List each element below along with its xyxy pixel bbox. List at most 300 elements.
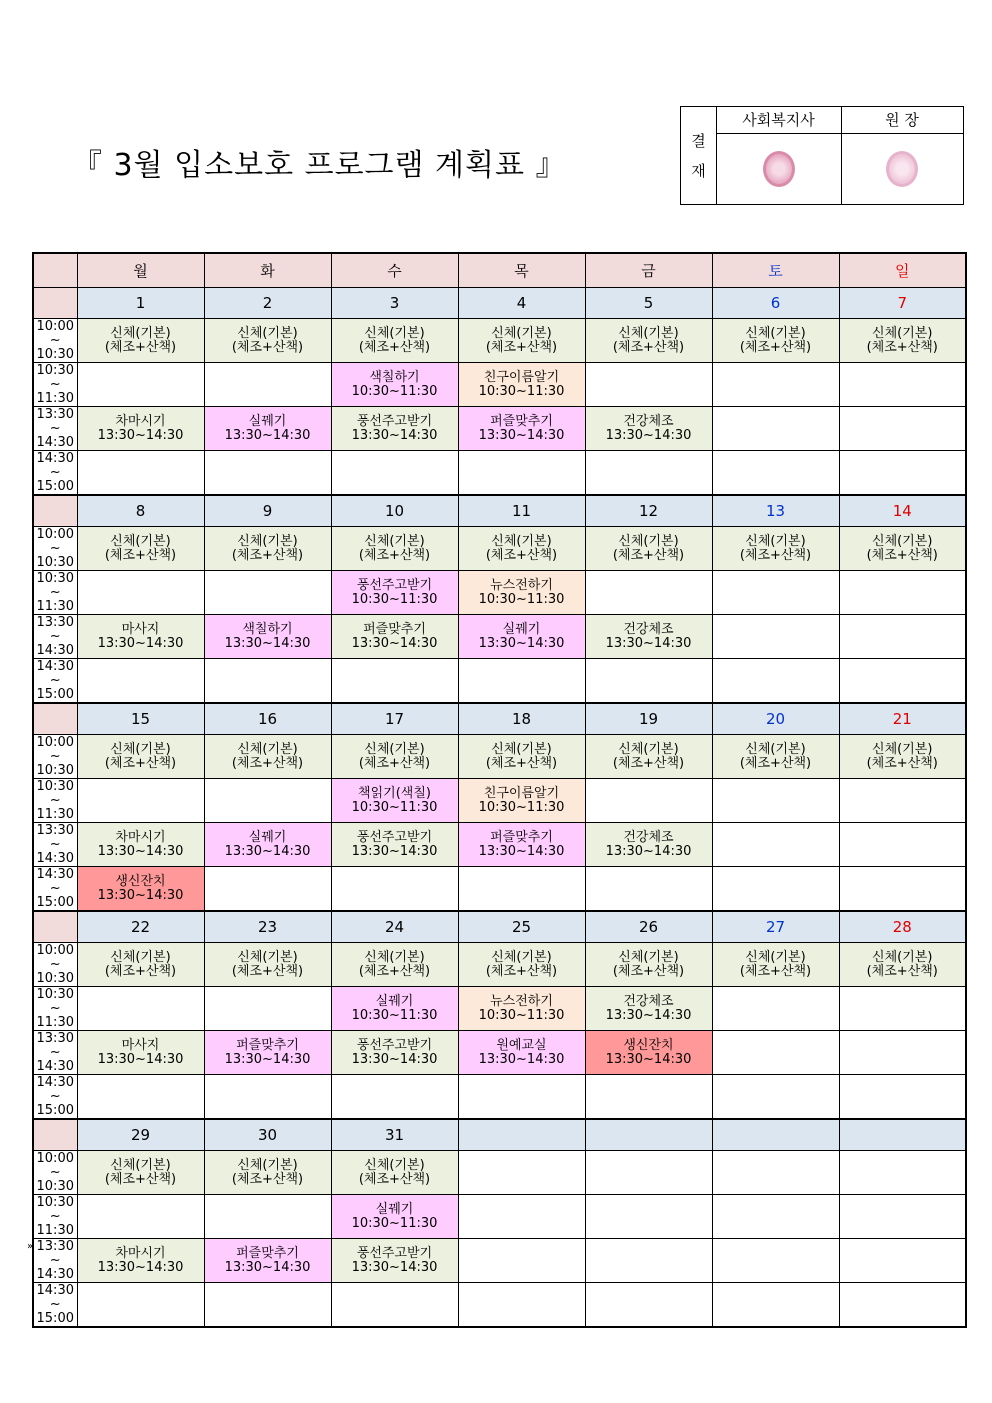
program-cell bbox=[839, 1239, 966, 1283]
time-end: 11:30 bbox=[36, 598, 74, 614]
time-slot-label bbox=[33, 407, 77, 451]
program-detail: 10:30~11:30 bbox=[478, 383, 565, 399]
time-start: 14:30 bbox=[36, 1074, 74, 1090]
time-sep: ~ bbox=[49, 1208, 61, 1224]
program-name: 신체(기본) bbox=[618, 741, 679, 757]
program-cell bbox=[331, 319, 458, 363]
program-detail: (체조+산책) bbox=[739, 339, 812, 355]
time-start: 10:30 bbox=[36, 1194, 74, 1210]
time-end: 15:00 bbox=[36, 894, 74, 910]
time-slot-row bbox=[33, 1151, 966, 1195]
program-cell bbox=[585, 1075, 712, 1120]
time-slot-label bbox=[33, 527, 77, 571]
program-name: 신체(기본) bbox=[491, 325, 552, 341]
weekday-header: 일 bbox=[839, 253, 966, 288]
time-start: 10:30 bbox=[36, 362, 74, 378]
program-cell bbox=[331, 1239, 458, 1283]
program-cell bbox=[712, 451, 839, 496]
program-cell bbox=[839, 1151, 966, 1195]
program-detail: 10:30~11:30 bbox=[351, 799, 438, 815]
program-name: 신체(기본) bbox=[237, 533, 298, 549]
time-slot-row bbox=[33, 571, 966, 615]
program-name: 실꿰기 bbox=[248, 829, 287, 845]
program-detail: (체조+산책) bbox=[485, 339, 558, 355]
program-cell bbox=[204, 1195, 331, 1239]
date-cell bbox=[712, 1119, 839, 1151]
program-detail: 13:30~14:30 bbox=[97, 887, 184, 903]
program-detail: 13:30~14:30 bbox=[224, 1051, 311, 1067]
approval-col2-signature bbox=[841, 134, 963, 204]
date-cell bbox=[839, 1119, 966, 1151]
time-start: 13:30 bbox=[36, 1238, 74, 1254]
program-cell bbox=[331, 615, 458, 659]
program-detail: 13:30~14:30 bbox=[478, 843, 565, 859]
program-detail: 10:30~11:30 bbox=[351, 591, 438, 607]
program-cell bbox=[839, 779, 966, 823]
time-slot-row bbox=[33, 1195, 966, 1239]
seal-stamp-icon bbox=[886, 151, 918, 187]
program-cell bbox=[458, 1075, 585, 1120]
program-name: 실꿰기 bbox=[502, 621, 541, 637]
program-name: 신체(기본) bbox=[364, 325, 425, 341]
date-cell: 1 bbox=[77, 288, 204, 319]
program-cell bbox=[585, 659, 712, 704]
program-cell bbox=[204, 615, 331, 659]
program-detail: (체조+산책) bbox=[358, 755, 431, 771]
time-slot-label bbox=[33, 615, 77, 659]
program-cell bbox=[204, 1239, 331, 1283]
time-slot-row bbox=[33, 319, 966, 363]
program-name: 풍선주고받기 bbox=[356, 577, 433, 593]
time-end: 14:30 bbox=[36, 850, 74, 866]
program-name: 신체(기본) bbox=[491, 533, 552, 549]
program-name: 신체(기본) bbox=[364, 741, 425, 757]
time-end: 15:00 bbox=[36, 1102, 74, 1118]
program-cell bbox=[585, 867, 712, 912]
program-cell bbox=[839, 571, 966, 615]
program-name: 신체(기본) bbox=[237, 949, 298, 965]
approval-col1-signature bbox=[716, 134, 841, 204]
program-detail: 13:30~14:30 bbox=[224, 1259, 311, 1275]
program-detail: 13:30~14:30 bbox=[605, 1007, 692, 1023]
time-end: 10:30 bbox=[36, 970, 74, 986]
time-slot-row bbox=[33, 735, 966, 779]
time-start: 13:30 bbox=[36, 406, 74, 422]
time-slot-label bbox=[33, 867, 77, 912]
program-cell bbox=[331, 943, 458, 987]
program-cell bbox=[839, 867, 966, 912]
date-cell: 20 bbox=[712, 703, 839, 735]
program-detail: 13:30~14:30 bbox=[351, 1259, 438, 1275]
date-cell: 4 bbox=[458, 288, 585, 319]
program-cell bbox=[458, 319, 585, 363]
time-sep: ~ bbox=[49, 672, 61, 688]
program-name: 풍선주고받기 bbox=[356, 1037, 433, 1053]
program-cell bbox=[585, 451, 712, 496]
header-corner bbox=[33, 253, 77, 288]
time-slot-row bbox=[33, 659, 966, 704]
time-sep: ~ bbox=[49, 836, 61, 852]
date-cell: 7 bbox=[839, 288, 966, 319]
program-detail: (체조+산책) bbox=[231, 1171, 304, 1187]
program-detail: (체조+산책) bbox=[866, 963, 938, 979]
date-cell: 13 bbox=[712, 495, 839, 527]
program-cell bbox=[331, 823, 458, 867]
program-name: 친구이름알기 bbox=[483, 785, 560, 801]
date-row-corner bbox=[33, 911, 77, 943]
program-cell bbox=[839, 407, 966, 451]
date-cell: 2 bbox=[204, 288, 331, 319]
time-start: 14:30 bbox=[36, 658, 74, 674]
time-start: 14:30 bbox=[36, 866, 74, 882]
time-end: 14:30 bbox=[36, 1266, 74, 1282]
time-sep: ~ bbox=[49, 880, 61, 896]
program-cell bbox=[77, 1195, 204, 1239]
date-cell: 27 bbox=[712, 911, 839, 943]
time-end: 11:30 bbox=[36, 1222, 74, 1238]
date-row bbox=[33, 911, 966, 943]
schedule-table bbox=[32, 252, 967, 1328]
time-start: 14:30 bbox=[36, 1282, 74, 1298]
program-cell bbox=[458, 779, 585, 823]
program-cell bbox=[839, 451, 966, 496]
program-cell bbox=[77, 659, 204, 704]
program-detail: 13:30~14:30 bbox=[351, 427, 438, 443]
program-name: 마사지 bbox=[121, 1037, 160, 1053]
program-cell bbox=[585, 1239, 712, 1283]
program-cell bbox=[77, 867, 204, 912]
program-detail: (체조+산책) bbox=[612, 755, 685, 771]
program-cell bbox=[839, 319, 966, 363]
program-cell bbox=[331, 1151, 458, 1195]
program-cell bbox=[77, 1075, 204, 1120]
time-end: 10:30 bbox=[36, 554, 74, 570]
date-row bbox=[33, 288, 966, 319]
program-name: 퍼즐맞추기 bbox=[236, 1245, 299, 1261]
program-name: 신체(기본) bbox=[745, 949, 806, 965]
program-cell bbox=[331, 527, 458, 571]
margin-marker: » bbox=[27, 1241, 34, 1252]
program-cell bbox=[204, 363, 331, 407]
weekday-header: 화 bbox=[204, 253, 331, 288]
program-cell bbox=[585, 943, 712, 987]
program-cell bbox=[204, 527, 331, 571]
program-cell bbox=[204, 1075, 331, 1120]
time-start: 10:00 bbox=[36, 942, 74, 958]
program-cell bbox=[458, 1031, 585, 1075]
program-name: 책읽기(색칠) bbox=[358, 785, 431, 801]
program-cell bbox=[331, 407, 458, 451]
program-cell bbox=[712, 1031, 839, 1075]
program-name: 건강체조 bbox=[623, 829, 674, 845]
program-detail: (체조+산책) bbox=[358, 339, 431, 355]
time-slot-label bbox=[33, 1031, 77, 1075]
time-slot-row bbox=[33, 943, 966, 987]
program-cell bbox=[712, 1195, 839, 1239]
program-detail: (체조+산책) bbox=[104, 1171, 177, 1187]
date-cell: 6 bbox=[712, 288, 839, 319]
program-cell bbox=[458, 1151, 585, 1195]
program-name: 신체(기본) bbox=[237, 325, 298, 341]
date-cell: 31 bbox=[331, 1119, 458, 1151]
program-detail: 13:30~14:30 bbox=[351, 635, 438, 651]
time-slot-label bbox=[33, 1239, 77, 1283]
program-cell bbox=[839, 363, 966, 407]
program-cell bbox=[839, 659, 966, 704]
time-sep: ~ bbox=[49, 420, 61, 436]
time-start: 13:30 bbox=[36, 614, 74, 630]
time-start: 10:30 bbox=[36, 986, 74, 1002]
program-name: 차마시기 bbox=[115, 413, 166, 429]
program-cell bbox=[712, 1283, 839, 1328]
program-cell bbox=[839, 527, 966, 571]
program-cell bbox=[585, 1151, 712, 1195]
time-slot-row bbox=[33, 1075, 966, 1120]
program-cell bbox=[585, 571, 712, 615]
program-detail: (체조+산책) bbox=[104, 755, 177, 771]
program-cell bbox=[458, 527, 585, 571]
program-detail: 10:30~11:30 bbox=[351, 1007, 438, 1023]
approval-col-social-worker bbox=[716, 107, 842, 204]
program-cell bbox=[77, 987, 204, 1031]
program-name: 신체(기본) bbox=[872, 325, 933, 341]
date-row bbox=[33, 1119, 966, 1151]
program-name: 신체(기본) bbox=[364, 1157, 425, 1173]
program-cell bbox=[585, 407, 712, 451]
program-cell bbox=[331, 363, 458, 407]
weekday-header: 수 bbox=[331, 253, 458, 288]
program-cell bbox=[331, 1283, 458, 1328]
program-detail: (체조+산책) bbox=[612, 547, 685, 563]
program-name: 실꿰기 bbox=[375, 993, 414, 1009]
program-name: 신체(기본) bbox=[745, 741, 806, 757]
time-slot-row bbox=[33, 527, 966, 571]
program-cell bbox=[204, 867, 331, 912]
program-name: 생신잔치 bbox=[623, 1037, 674, 1053]
program-detail: 13:30~14:30 bbox=[351, 1051, 438, 1067]
program-detail: (체조+산책) bbox=[739, 547, 812, 563]
date-cell: 30 bbox=[204, 1119, 331, 1151]
program-cell bbox=[331, 779, 458, 823]
program-cell bbox=[458, 867, 585, 912]
program-cell bbox=[712, 615, 839, 659]
program-cell bbox=[712, 407, 839, 451]
weekday-header: 월 bbox=[77, 253, 204, 288]
program-name: 마사지 bbox=[121, 621, 160, 637]
program-name: 건강체조 bbox=[623, 993, 674, 1009]
approval-side-label bbox=[681, 107, 717, 204]
time-slot-label bbox=[33, 943, 77, 987]
approval-col2-label: 원 장 bbox=[841, 107, 963, 134]
program-name: 퍼즐맞추기 bbox=[236, 1037, 299, 1053]
time-sep: ~ bbox=[49, 540, 61, 556]
program-cell bbox=[712, 571, 839, 615]
time-end: 10:30 bbox=[36, 346, 74, 362]
program-name: 차마시기 bbox=[115, 1245, 166, 1261]
date-cell: 21 bbox=[839, 703, 966, 735]
program-detail: (체조+산책) bbox=[104, 547, 177, 563]
program-detail: (체조+산책) bbox=[485, 963, 558, 979]
program-name: 풍선주고받기 bbox=[356, 413, 433, 429]
approval-side-top: 결 bbox=[691, 131, 706, 150]
program-name: 신체(기본) bbox=[491, 741, 552, 757]
program-cell bbox=[712, 1239, 839, 1283]
program-cell bbox=[458, 615, 585, 659]
program-cell bbox=[77, 735, 204, 779]
program-name: 풍선주고받기 bbox=[356, 1245, 433, 1261]
program-cell bbox=[585, 363, 712, 407]
program-detail: (체조+산책) bbox=[104, 339, 177, 355]
time-slot-label bbox=[33, 823, 77, 867]
time-slot-label bbox=[33, 1195, 77, 1239]
program-detail: 13:30~14:30 bbox=[97, 843, 184, 859]
date-cell: 15 bbox=[77, 703, 204, 735]
time-slot-row bbox=[33, 363, 966, 407]
time-start: 10:00 bbox=[36, 734, 74, 750]
program-detail: (체조+산책) bbox=[358, 547, 431, 563]
program-detail: 10:30~11:30 bbox=[478, 799, 565, 815]
program-cell bbox=[839, 1075, 966, 1120]
program-cell bbox=[458, 363, 585, 407]
program-name: 신체(기본) bbox=[618, 325, 679, 341]
program-detail: 13:30~14:30 bbox=[605, 1051, 692, 1067]
program-cell bbox=[77, 319, 204, 363]
date-cell: 8 bbox=[77, 495, 204, 527]
date-cell: 29 bbox=[77, 1119, 204, 1151]
program-detail: 13:30~14:30 bbox=[478, 635, 565, 651]
program-cell bbox=[839, 735, 966, 779]
date-cell: 24 bbox=[331, 911, 458, 943]
time-slot-label bbox=[33, 1075, 77, 1120]
weekday-header: 토 bbox=[712, 253, 839, 288]
program-cell bbox=[331, 571, 458, 615]
program-cell bbox=[585, 1031, 712, 1075]
program-name: 뉴스전하기 bbox=[490, 577, 553, 593]
time-slot-row bbox=[33, 779, 966, 823]
program-name: 신체(기본) bbox=[618, 533, 679, 549]
time-sep: ~ bbox=[49, 748, 61, 764]
date-row-corner bbox=[33, 288, 77, 319]
program-cell bbox=[458, 407, 585, 451]
time-end: 11:30 bbox=[36, 1014, 74, 1030]
program-cell bbox=[458, 823, 585, 867]
date-cell: 5 bbox=[585, 288, 712, 319]
time-slot-row bbox=[33, 987, 966, 1031]
time-start: 10:30 bbox=[36, 570, 74, 586]
program-cell bbox=[331, 1031, 458, 1075]
time-sep: ~ bbox=[49, 584, 61, 600]
program-cell bbox=[331, 735, 458, 779]
program-name: 생신잔치 bbox=[115, 873, 166, 889]
program-cell bbox=[839, 615, 966, 659]
time-end: 10:30 bbox=[36, 1178, 74, 1194]
approval-side-bottom: 재 bbox=[691, 161, 706, 180]
program-cell bbox=[712, 363, 839, 407]
program-cell bbox=[204, 659, 331, 704]
time-sep: ~ bbox=[49, 792, 61, 808]
time-sep: ~ bbox=[49, 1044, 61, 1060]
date-cell: 23 bbox=[204, 911, 331, 943]
weekday-header: 금 bbox=[585, 253, 712, 288]
program-detail: 13:30~14:30 bbox=[478, 427, 565, 443]
program-name: 신체(기본) bbox=[745, 325, 806, 341]
program-cell bbox=[585, 527, 712, 571]
program-detail: 13:30~14:30 bbox=[224, 843, 311, 859]
program-cell bbox=[77, 363, 204, 407]
time-slot-label bbox=[33, 363, 77, 407]
program-detail: (체조+산책) bbox=[358, 1171, 431, 1187]
program-detail: 13:30~14:30 bbox=[224, 427, 311, 443]
program-cell bbox=[77, 1239, 204, 1283]
program-detail: 13:30~14:30 bbox=[478, 1051, 565, 1067]
program-cell bbox=[331, 451, 458, 496]
approval-col1-label: 사회복지사 bbox=[716, 107, 841, 134]
time-end: 11:30 bbox=[36, 806, 74, 822]
program-cell bbox=[585, 1283, 712, 1328]
time-sep: ~ bbox=[49, 628, 61, 644]
program-name: 색칠하기 bbox=[369, 369, 420, 385]
date-row bbox=[33, 703, 966, 735]
program-cell bbox=[331, 867, 458, 912]
time-slot-label bbox=[33, 319, 77, 363]
program-detail: 13:30~14:30 bbox=[605, 427, 692, 443]
program-name: 신체(기본) bbox=[745, 533, 806, 549]
program-cell bbox=[331, 1195, 458, 1239]
time-slot-row bbox=[33, 1031, 966, 1075]
program-cell bbox=[712, 867, 839, 912]
time-sep: ~ bbox=[49, 332, 61, 348]
time-sep: ~ bbox=[49, 1000, 61, 1016]
program-name: 신체(기본) bbox=[364, 533, 425, 549]
program-cell bbox=[331, 1075, 458, 1120]
program-cell bbox=[712, 659, 839, 704]
approval-box bbox=[680, 106, 964, 205]
program-cell bbox=[458, 987, 585, 1031]
time-sep: ~ bbox=[49, 1088, 61, 1104]
program-cell bbox=[204, 319, 331, 363]
time-slot-label bbox=[33, 571, 77, 615]
program-name: 신체(기본) bbox=[872, 533, 933, 549]
time-end: 11:30 bbox=[36, 390, 74, 406]
time-end: 14:30 bbox=[36, 434, 74, 450]
time-slot-label bbox=[33, 987, 77, 1031]
approval-col-director bbox=[841, 107, 963, 204]
program-cell bbox=[458, 1239, 585, 1283]
time-sep: ~ bbox=[49, 956, 61, 972]
program-name: 실꿰기 bbox=[375, 1201, 414, 1217]
time-start: 10:00 bbox=[36, 526, 74, 542]
program-detail: (체조+산책) bbox=[231, 755, 304, 771]
program-detail: (체조+산책) bbox=[231, 547, 304, 563]
program-name: 신체(기본) bbox=[110, 533, 171, 549]
date-cell: 12 bbox=[585, 495, 712, 527]
time-start: 10:00 bbox=[36, 1150, 74, 1166]
date-row bbox=[33, 495, 966, 527]
time-sep: ~ bbox=[49, 376, 61, 392]
program-cell bbox=[77, 615, 204, 659]
date-cell: 9 bbox=[204, 495, 331, 527]
program-cell bbox=[204, 823, 331, 867]
program-detail: (체조+산책) bbox=[866, 547, 938, 563]
time-slot-label bbox=[33, 735, 77, 779]
program-cell bbox=[458, 451, 585, 496]
page-title: 『 3월 입소보호 프로그램 계획표 』 bbox=[72, 148, 567, 183]
program-cell bbox=[204, 1151, 331, 1195]
time-slot-row bbox=[33, 451, 966, 496]
program-cell bbox=[77, 1283, 204, 1328]
seal-stamp-icon bbox=[763, 151, 795, 187]
program-detail: (체조+산책) bbox=[866, 339, 938, 355]
